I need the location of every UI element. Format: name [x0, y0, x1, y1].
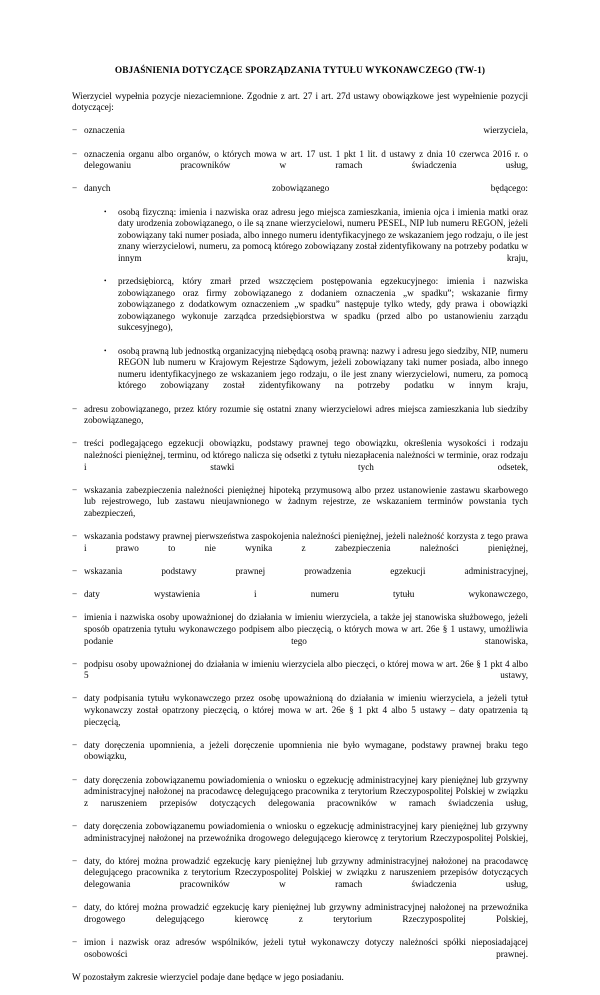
dash-bullet-icon: − — [72, 774, 78, 785]
dash-bullet-icon: − — [72, 936, 78, 947]
list-item — [72, 856, 528, 902]
list-item — [72, 937, 528, 972]
list-item — [72, 149, 528, 184]
list-item-text: wskazania podstawy prawnej pierwszeństwa zaspokojenia należności pieniężnej, jeżeli należność korzysta z tego prawa i prawo to nie wynika z zabezpieczenia należności pieniężnej, — [84, 531, 528, 553]
dash-bullet-icon: − — [72, 484, 78, 495]
list-item-text: wskazania podstawy prawnej prowadzenia egzekucji administracyjnej, — [84, 565, 528, 576]
list-item-text: danych zobowiązanego będącego: — [84, 183, 528, 194]
list-item — [72, 566, 528, 589]
dash-bullet-icon: − — [72, 658, 78, 669]
dash-bullet-icon: − — [72, 148, 78, 159]
sub-list-item-text: przedsiębiorcą, który zmarł przed wszczęciem postępowania egzekucyjnego: imienia i nazwiska zobowiązanego oraz firmy zobowiązanego z dodaniem oznaczenia „w spadku”; wskazanie firmy zobowiązanego z dodatkowym oznaczeniem „w spadku” następuje tylko wtedy, gdy prawa i obowiązki zobowiązanego wykonuje zarządca przedsiębiorstwa w spadku (przed albo po ustanowieniu zarządu sukcesyjnego), — [118, 276, 528, 333]
dash-bullet-icon: − — [72, 612, 78, 623]
dash-bullet-icon: − — [72, 821, 78, 831]
dash-bullet-icon: − — [72, 902, 78, 913]
list-item-text: daty doręczenia upomnienia, a jeżeli doręczenie upomnienia nie było wymagane, podstawy prawnej braku tego obowiązku, — [84, 739, 528, 762]
sub-list-item — [104, 346, 528, 404]
list-item — [72, 693, 528, 739]
dash-bullet-icon: − — [72, 855, 78, 866]
list-item-text: daty doręczenia zobowiązanemu powiadomienia o wniosku o egzekucję administracyjnej kary pieniężnej lub grzywny administracyjnej nałożonej na pracodawcę delegującego pracownika z terytorium Rzeczypospolitej Polskiej w związku z naruszeniem przepisów dotyczących delegowania pracowników w ramach świadczenia usług, — [84, 774, 528, 808]
list-item-text: daty wystawienia i numeru tytułu wykonawczego, — [84, 589, 528, 600]
document-body — [72, 66, 528, 995]
requirements-list — [72, 125, 528, 971]
list-item — [72, 740, 528, 775]
dash-bullet-icon: − — [72, 589, 78, 600]
list-item — [72, 438, 528, 484]
list-item-text: oznaczenia organu albo organów, o których mowa w art. 17 ust. 1 pkt 1 lit. d ustawy z dnia 10 czerwca 2016 r. o delegowaniu pracowników w ramach świadczenia usług, — [84, 148, 528, 171]
dash-bullet-icon: − — [72, 125, 78, 136]
list-item-text: daty podpisania tytułu wykonawczego przez osobę upoważnioną do działania w imieniu wierzyciela, a jeżeli tytuł wykonawczy został opatrzony pieczęcią, o której mowa w art. 26e § 1 pkt 4 albo 5 ustawy – daty opatrzenia tą pieczęcią, — [84, 693, 528, 727]
list-item — [72, 589, 528, 612]
dot-bullet-icon: • — [104, 207, 107, 216]
list-item-text: daty, do której można prowadzić egzekucję kary pieniężnej lub grzywny administracyjnej nałożonej na przewoźnika drogowego delegującego kierowcę z terytorium Rzeczypospolitej Polskiej, — [84, 902, 528, 924]
list-item — [72, 404, 528, 439]
dash-bullet-icon: − — [72, 693, 78, 704]
dash-bullet-icon: − — [72, 531, 78, 542]
list-item-text: imion i nazwisk oraz adresów wspólników, jeżeli tytuł wykonawczy dotyczy należności spółki nieposiadającej osobowości prawnej. — [84, 936, 528, 959]
list-item — [72, 183, 528, 403]
closing-paragraph: W pozostałym zakresie wierzyciel podaje dane będące w jego posiadaniu. — [72, 971, 344, 982]
list-item — [72, 612, 528, 658]
list-item-text: daty, do której można prowadzić egzekucję kary pieniężnej lub grzywny administracyjnej nałożonej na pracodawcę delegującego pracownika z terytorium Rzeczypospolitej Polskiej w związku z naruszeniem przepisów dotyczących delegowania pracowników w ramach świadczenia usług, — [84, 855, 528, 889]
dash-bullet-icon: − — [72, 565, 78, 576]
list-item-text: treści podlegającego egzekucji obowiązku, podstawy prawnej tego obowiązku, określenia wysokości i rodzaju należności pieniężnej, terminu, od którego nalicza się odsetki z tytułu niezapłacenia należności w terminie, oraz rodzaju i stawki tych odsetek, — [84, 438, 528, 472]
list-item-text: adresu zobowiązanego, przez który rozumie się ostatni znany wierzycielowi adres miejsca zamieszkania lub siedziby zobowiązanego, — [84, 403, 528, 426]
dot-bullet-icon: • — [104, 277, 107, 286]
list-item-text: daty doręczenia zobowiązanemu powiadomienia o wniosku o egzekucję administracyjnej kary pieniężnej lub grzywny administracyjnej nałożonej na przewoźnika drogowego delegującego kierowcę z terytorium Rzeczypospolitej Polskiej, — [84, 821, 528, 843]
dash-bullet-icon: − — [72, 183, 78, 194]
dash-bullet-icon: − — [72, 403, 78, 414]
list-item-text: podpisu osoby upoważnionej do działania w imieniu wierzyciela albo pieczęci, o której mowa w art. 26e § 1 pkt 4 albo 5 ustawy, — [84, 658, 528, 681]
list-item — [72, 659, 528, 694]
list-item — [72, 821, 528, 856]
page-title: OBJAŚNIENIA DOTYCZĄCE SPORZĄDZANIA TYTUŁU WYKONAWCZEGO (TW-1) — [114, 66, 486, 76]
dash-bullet-icon: − — [72, 739, 78, 750]
sub-list-item-text: osobą fizyczną: imienia i nazwiska oraz adresu jego miejsca zamieszkania, imienia ojca i imienia matki oraz daty urodzenia zobowiązanego, o ile są znane wierzycielowi, numeru PESEL, NIP lub numeru REGON, jeżeli zobowiązany taki numer posiada, albo innego numeru identyfikacyjnego ze wskazaniem jego rodzaju, o ile jest znany wierzycielowi, numeru, za pomocą którego zobowiązany został zidentyfikowany na potrzeby podatku w innym kraju, — [118, 206, 528, 263]
sub-list-item-text: osobą prawną lub jednostką organizacyjną niebędącą osobą prawną: nazwy i adresu jego siedziby, NIP, numeru REGON lub numeru w Krajowym Rejestrze Sądowym, jeżeli zobowiązany taki numer posiada, albo innego numeru identyfikacyjnego ze wskazaniem jego rodzaju, o ile jest znany wierzycielowi, numeru, za pomocą którego zobowiązany został zidentyfikowany na potrzeby podatku w innym kraju, — [118, 345, 528, 391]
sub-list-item — [104, 276, 528, 346]
list-item — [72, 531, 528, 566]
list-item — [72, 775, 528, 821]
list-item — [72, 485, 528, 531]
dot-bullet-icon: • — [104, 346, 107, 355]
list-item — [72, 902, 528, 937]
list-item-text: wskazania zabezpieczenia należności pieniężnej hipoteką przymusową albo przez ustanowienie zastawu skarbowego lub rejestrowego, lub zastawu nieujawnionego w żadnym rejestrze, ze wskazaniem terminów powstania tych zabezpieczeń, — [84, 484, 528, 518]
sub-list — [84, 207, 528, 404]
list-item-text: imienia i nazwiska osoby upoważnionej do działania w imieniu wierzyciela, a także jej stanowiska służbowego, jeżeli sposób opatrzenia tytułu wykonawczego podpisem albo pieczęcią, o których mowa w art. 26e § 1 ustawy, umożliwia podanie tego stanowiska, — [84, 612, 528, 646]
list-item-text: oznaczenia wierzyciela, — [84, 125, 528, 136]
list-item — [72, 125, 528, 148]
intro-paragraph: Wierzyciel wypełnia pozycje niezaciemnione. Zgodnie z art. 27 i art. 27d ustawy obowiązkowe jest wypełnienie pozycji dotyczącej: — [72, 90, 528, 113]
sub-list-item — [104, 207, 528, 277]
dash-bullet-icon: − — [72, 438, 78, 449]
